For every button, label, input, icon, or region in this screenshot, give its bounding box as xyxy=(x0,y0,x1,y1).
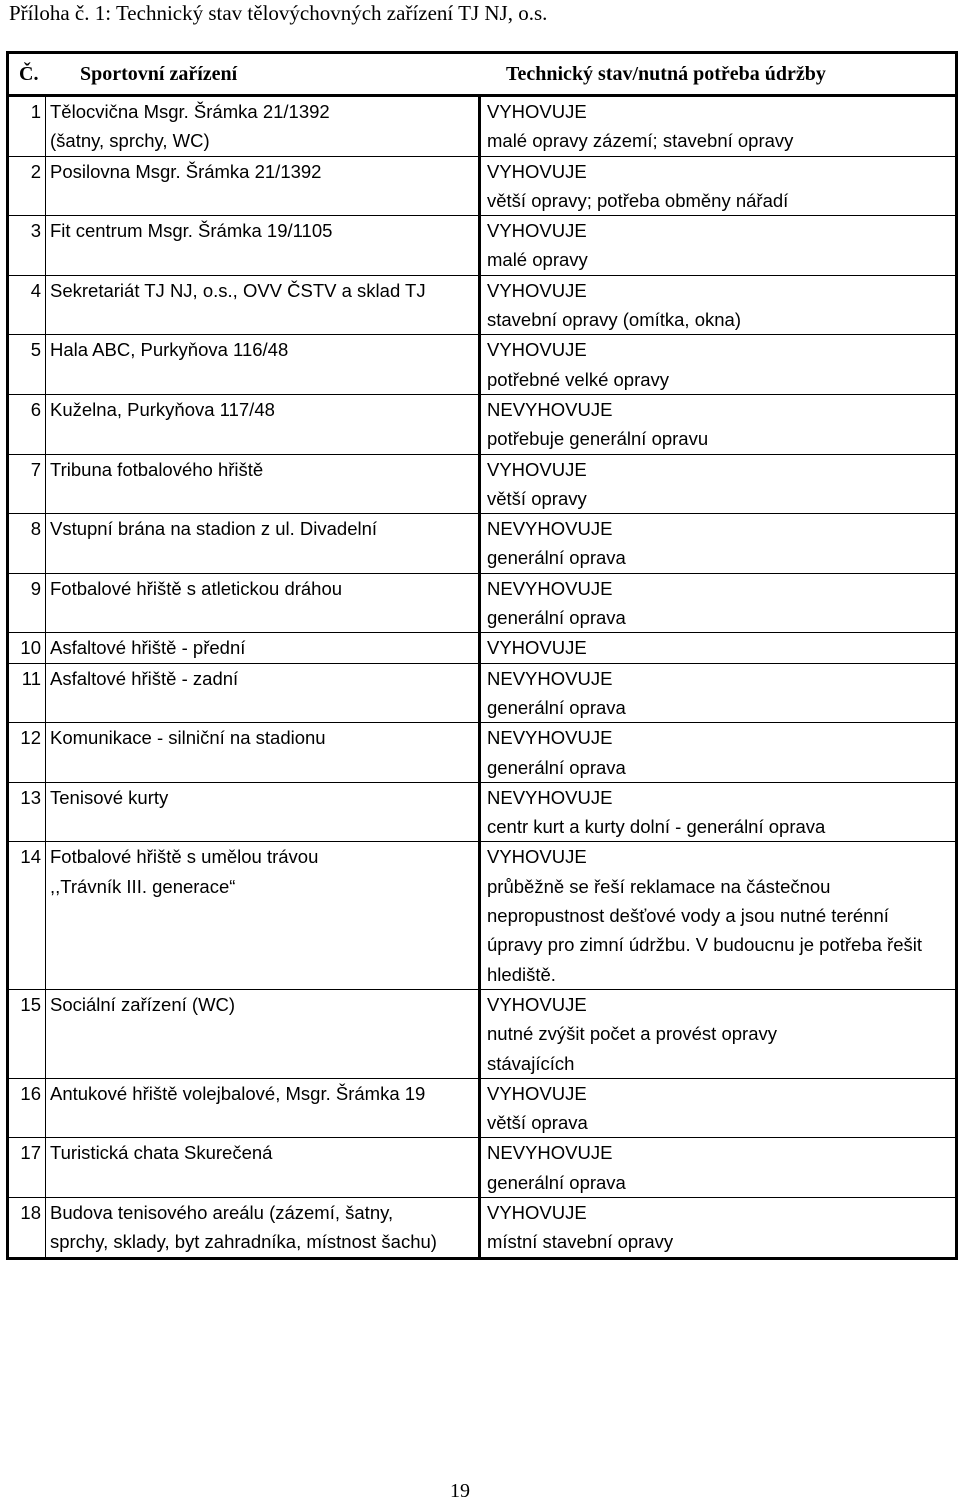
state-line: VYHOVUJE xyxy=(487,160,587,182)
facility-line: Sekretariát TJ NJ, o.s., OVV ČSTV a sklad TJ xyxy=(50,279,426,301)
table-row xyxy=(9,841,955,988)
state-line: místní stavební opravy xyxy=(487,1231,674,1253)
row-number: 7 xyxy=(9,455,46,514)
state-line: potřebné velké opravy xyxy=(487,368,670,390)
row-number: 3 xyxy=(9,216,46,275)
row-state xyxy=(481,335,955,394)
row-number: 6 xyxy=(9,395,46,454)
table-row xyxy=(9,632,955,662)
state-line: VYHOVUJE xyxy=(487,339,587,361)
facility-line: Kuželna, Purkyňova 117/48 xyxy=(50,398,275,420)
facility-line: Tělocvična Msgr. Šrámka 21/1392 xyxy=(50,101,330,122)
facility-line: Tenisové kurty xyxy=(50,786,169,808)
state-line: VYHOVUJE xyxy=(487,220,587,242)
state-line: stavební opravy (omítka, okna) xyxy=(487,309,741,331)
state-line: generální oprava xyxy=(487,547,626,569)
state-line: NEVYHOVUJE xyxy=(487,1142,613,1164)
row-number: 14 xyxy=(9,842,46,988)
state-line: NEVYHOVUJE xyxy=(487,786,613,808)
row-state xyxy=(481,633,955,662)
row-facility xyxy=(46,783,481,842)
state-line: NEVYHOVUJE xyxy=(487,398,613,420)
row-number: 4 xyxy=(9,276,46,335)
row-facility xyxy=(46,514,481,573)
facility-line: Asfaltové hřiště - přední xyxy=(50,637,246,659)
row-state xyxy=(481,1138,955,1197)
row-state xyxy=(481,1079,955,1138)
state-line: generální oprava xyxy=(487,1171,626,1193)
facility-line: (šatny, sprchy, WC) xyxy=(50,130,210,152)
state-line: NEVYHOVUJE xyxy=(487,577,613,599)
table-row xyxy=(9,1137,955,1197)
facility-line: Vstupní brána na stadion z ul. Divadelní xyxy=(50,518,378,540)
row-facility xyxy=(46,455,481,514)
row-state xyxy=(481,574,955,633)
table-row xyxy=(9,215,955,275)
state-line: stávajících xyxy=(487,1052,575,1074)
row-facility xyxy=(46,335,481,394)
table-row xyxy=(9,722,955,782)
row-facility xyxy=(46,1079,481,1138)
facility-line: Komunikace - silniční na stadionu xyxy=(50,727,326,749)
state-line: VYHOVUJE xyxy=(487,993,587,1015)
row-state xyxy=(481,395,955,454)
state-line: VYHOVUJE xyxy=(487,1201,587,1223)
facility-line: Fit centrum Msgr. Šrámka 19/1105 xyxy=(50,220,333,242)
row-state xyxy=(481,990,955,1078)
row-facility xyxy=(46,395,481,454)
state-line: větší oprava xyxy=(487,1112,588,1134)
state-line: VYHOVUJE xyxy=(487,1082,587,1104)
row-number: 17 xyxy=(9,1138,46,1197)
row-number: 10 xyxy=(9,633,46,662)
table-row xyxy=(9,454,955,514)
facility-line: Sociální zařízení (WC) xyxy=(50,993,236,1015)
row-facility xyxy=(46,723,481,782)
row-state xyxy=(481,514,955,573)
row-state xyxy=(481,783,955,842)
row-state xyxy=(481,1198,955,1257)
state-line: malé opravy zázemí; stavební opravy xyxy=(487,130,794,152)
state-line: generální oprava xyxy=(487,607,626,629)
facility-line: Antukové hřiště volejbalové, Msgr. Šrámka 19 xyxy=(50,1082,426,1104)
table-row xyxy=(9,1197,955,1257)
row-state xyxy=(481,455,955,514)
table-row xyxy=(9,334,955,394)
state-line: malé opravy xyxy=(487,249,588,271)
state-line: VYHOVUJE xyxy=(487,101,587,122)
state-line: generální oprava xyxy=(487,696,626,718)
row-number: 13 xyxy=(9,783,46,842)
row-number: 8 xyxy=(9,514,46,573)
facility-line: Turistická chata Skurečená xyxy=(50,1142,273,1164)
header-number: Č. xyxy=(19,62,39,85)
row-facility xyxy=(46,1138,481,1197)
state-line: VYHOVUJE xyxy=(487,846,587,868)
row-number: 12 xyxy=(9,723,46,782)
row-number: 5 xyxy=(9,335,46,394)
facility-line: Fotbalové hřiště s atletickou dráhou xyxy=(50,577,343,599)
table-row xyxy=(9,275,955,335)
state-line: VYHOVUJE xyxy=(487,458,587,480)
row-number: 15 xyxy=(9,990,46,1078)
state-line: hlediště. xyxy=(487,963,556,985)
table-body xyxy=(9,97,955,1257)
header-facility: Sportovní zařízení xyxy=(80,62,238,85)
state-line: NEVYHOVUJE xyxy=(487,667,613,689)
row-state xyxy=(481,842,955,988)
facility-line: ,,Trávník III. generace“ xyxy=(50,875,236,897)
facility-line: Budova tenisového areálu (zázemí, šatny, xyxy=(50,1201,394,1223)
document-title: Příloha č. 1: Technický stav tělovýchovných zařízení TJ NJ, o.s. xyxy=(9,1,548,25)
facility-line: Asfaltové hřiště - zadní xyxy=(50,667,239,689)
state-line: úpravy pro zimní údržbu. V budoucnu je potřeba řešit xyxy=(487,934,922,956)
state-line: VYHOVUJE xyxy=(487,637,587,659)
row-facility xyxy=(46,664,481,723)
table-row xyxy=(9,156,955,216)
table-row xyxy=(9,989,955,1078)
row-facility xyxy=(46,633,481,662)
state-line: potřebuje generální opravu xyxy=(487,428,709,450)
state-line: větší opravy xyxy=(487,487,587,509)
facility-line: sprchy, sklady, byt zahradníka, místnost šachu) xyxy=(50,1231,437,1253)
header-state: Technický stav/nutná potřeba údržby xyxy=(506,62,826,85)
row-facility xyxy=(46,216,481,275)
state-line: větší opravy; potřeba obměny nářadí xyxy=(487,189,789,211)
table-row xyxy=(9,513,955,573)
row-state xyxy=(481,97,955,156)
facility-line: Hala ABC, Purkyňova 116/48 xyxy=(50,339,289,361)
row-facility xyxy=(46,574,481,633)
state-line: centr kurt a kurty dolní - generální oprava xyxy=(487,816,826,838)
table-row xyxy=(9,97,955,156)
row-state xyxy=(481,157,955,216)
state-line: nutné zvýšit počet a provést opravy xyxy=(487,1023,777,1045)
row-state xyxy=(481,216,955,275)
row-facility xyxy=(46,990,481,1078)
row-state xyxy=(481,723,955,782)
table-row xyxy=(9,663,955,723)
row-number: 1 xyxy=(9,97,46,156)
state-line: NEVYHOVUJE xyxy=(487,518,613,540)
table-row xyxy=(9,394,955,454)
table-header xyxy=(9,54,955,97)
row-facility xyxy=(46,842,481,988)
state-line: NEVYHOVUJE xyxy=(487,727,613,749)
row-number: 16 xyxy=(9,1079,46,1138)
row-number: 2 xyxy=(9,157,46,216)
row-state xyxy=(481,276,955,335)
facilities-table xyxy=(6,51,958,1260)
row-facility xyxy=(46,276,481,335)
facility-line: Fotbalové hřiště s umělou trávou xyxy=(50,846,319,868)
table-row xyxy=(9,1078,955,1138)
row-facility xyxy=(46,97,481,156)
row-number: 9 xyxy=(9,574,46,633)
table-row xyxy=(9,573,955,633)
state-line: nepropustnost dešťové vody a jsou nutné terénní xyxy=(487,905,889,927)
row-facility xyxy=(46,157,481,216)
row-number: 18 xyxy=(9,1198,46,1257)
state-line: průběžně se řeší reklamace na částečnou xyxy=(487,875,831,897)
state-line: generální oprava xyxy=(487,756,626,778)
row-facility xyxy=(46,1198,481,1257)
facility-line: Tribuna fotbalového hřiště xyxy=(50,458,264,480)
state-line: VYHOVUJE xyxy=(487,279,587,301)
facility-line: Posilovna Msgr. Šrámka 21/1392 xyxy=(50,160,322,182)
row-state xyxy=(481,664,955,723)
page-number: 19 xyxy=(450,1480,470,1502)
row-number: 11 xyxy=(9,664,46,723)
table-row xyxy=(9,782,955,842)
